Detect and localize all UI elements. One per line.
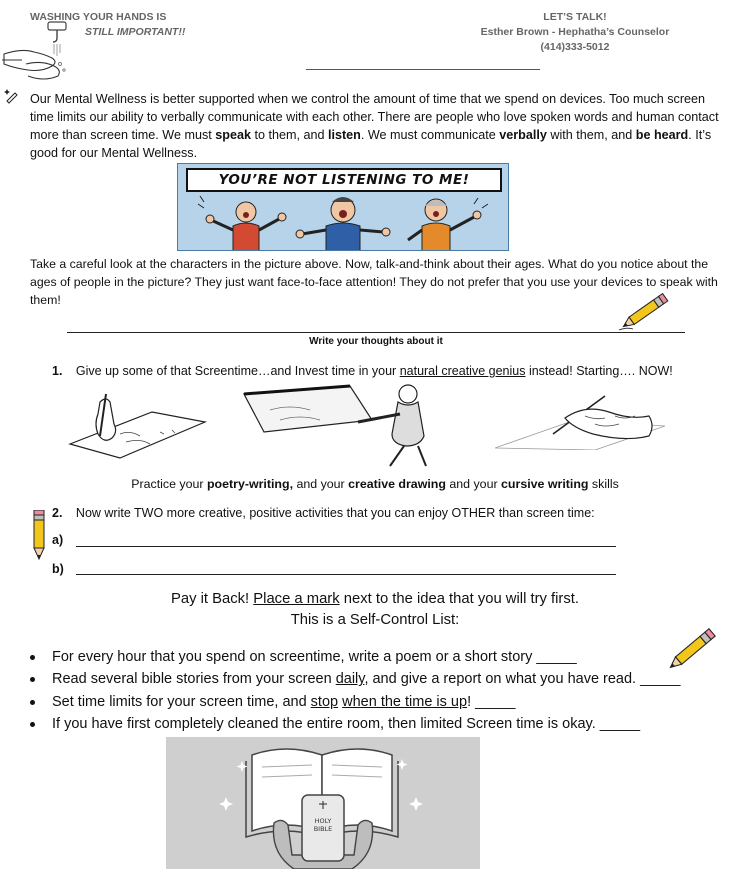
list-item-text: For every hour that you spend on screentime, write a poem or a short story _____ [52, 649, 577, 665]
intro-verbally: verbally [499, 128, 547, 142]
item-1-text: Give up some of that Screentime…and Invest time in your [75, 364, 400, 378]
bible-text-line1: HOLY [314, 817, 332, 825]
list-item-text-end: , and give a report on what you have read. _____ [364, 671, 681, 688]
thoughts-line [67, 332, 685, 333]
writing-hand-sketch-2 [495, 390, 665, 450]
pencil-icon-vertical [31, 510, 47, 560]
answer-b-label: b) [52, 562, 64, 576]
intro-text-2: to them, and [250, 128, 328, 142]
practice-drawing: creative drawing [348, 477, 446, 491]
header-left-line2: STILL IMPORTANT!! [85, 26, 186, 38]
not-listening-cartoon [177, 163, 509, 251]
payback-heading [30, 589, 720, 631]
header-title: LET’S TALK! [543, 11, 607, 23]
self-control-list [30, 646, 720, 735]
list-item-text: Read several bible stories from your screen [52, 671, 336, 688]
observation-paragraph: Take a careful look at the characters in the picture above. Now, talk-and-think about their ages. What do you notice about the ages of people in the picture? They just want face-to-face attention! They do not prefer that you use your devices to speak with them! [30, 257, 718, 307]
daily-underlined: daily [335, 671, 365, 688]
item-1-text-end: instead! Starting…. NOW! [525, 364, 673, 378]
counselor-phone: (414)333-5012 [540, 41, 610, 53]
practice-cursive: cursive writing [501, 477, 589, 491]
answer-a-line[interactable] [76, 546, 616, 547]
list-item [30, 713, 720, 735]
list-item-text-end: ! _____ [467, 693, 516, 710]
stop-underlined: stop [310, 693, 339, 710]
practice-poetry: poetry-writing, [206, 477, 294, 491]
intro-text-5: . It’s good for our Mental Wellness. [30, 128, 712, 160]
sparkle-pen-icon [4, 88, 20, 104]
header-left-line1: WASHING YOUR HANDS IS [30, 11, 167, 23]
thoughts-label: Write your thoughts about it [309, 336, 443, 347]
practice-line [30, 477, 720, 491]
intro-text-4: with them, and [546, 128, 636, 142]
item-2-text: Now write TWO more creative, positive activities that you can enjoy OTHER than screen time: [75, 506, 595, 520]
practice-text-1: Practice your [131, 477, 207, 491]
intro-text-3: . We must communicate [360, 128, 500, 142]
answer-a-label: a) [52, 533, 64, 547]
header-signature-line [306, 69, 540, 70]
practice-text-4: skills [588, 477, 619, 491]
list-item [30, 646, 720, 668]
payback-text-2: next to the idea that you will try first. [339, 591, 579, 607]
item-1 [52, 364, 712, 378]
item-1-number: 1. [52, 364, 63, 378]
payback-line-2: This is a Self-Control List: [290, 612, 460, 628]
creative-genius-link: natural creative genius [399, 364, 526, 378]
item-2 [52, 506, 712, 520]
header-right [440, 10, 710, 55]
handwashing-illustration [2, 20, 74, 82]
bible-illustration [166, 737, 480, 869]
item-2-number: 2. [52, 506, 63, 520]
intro-listen: listen [327, 128, 361, 142]
intro-speak: speak [215, 128, 251, 142]
practice-text-3: and your [445, 477, 502, 491]
place-a-mark: Place a mark [253, 591, 340, 607]
intro-be-heard: be heard [635, 128, 689, 142]
payback-line-1 [30, 589, 720, 610]
practice-text-2: and your [293, 477, 349, 491]
answer-b-line[interactable] [76, 574, 616, 575]
intro-paragraph [30, 90, 720, 162]
payback-text-1: Pay it Back! [171, 591, 254, 607]
pencil-icon [615, 292, 675, 332]
drawing-artist-sketch [240, 380, 440, 468]
list-item [30, 668, 720, 690]
time-is-up-underlined: when the time is up [342, 693, 468, 710]
arguing-people-illustration [178, 192, 508, 251]
bible-text-line2: BIBLE [313, 825, 333, 833]
cartoon-title: YOU’RE NOT LISTENING TO ME! [186, 168, 502, 192]
bible-phone-graphic [166, 737, 480, 869]
list-item-text: Set time limits for your screen time, and [52, 693, 311, 710]
intro-text-1: Our Mental Wellness is better supported when we control the amount of time that we spend on devices. Too much screen time limits our ability to verbally communicate with each other. There are people who love spoken words and human contact more than screen time. We must [30, 92, 719, 142]
counselor-name: Esther Brown - Hephatha’s Counselor [480, 26, 670, 38]
list-item [30, 691, 720, 713]
writing-hand-sketch-1 [60, 392, 210, 462]
list-item-text: If you have first completely cleaned the entire room, then limited Screen time is okay. _____ [52, 715, 641, 732]
